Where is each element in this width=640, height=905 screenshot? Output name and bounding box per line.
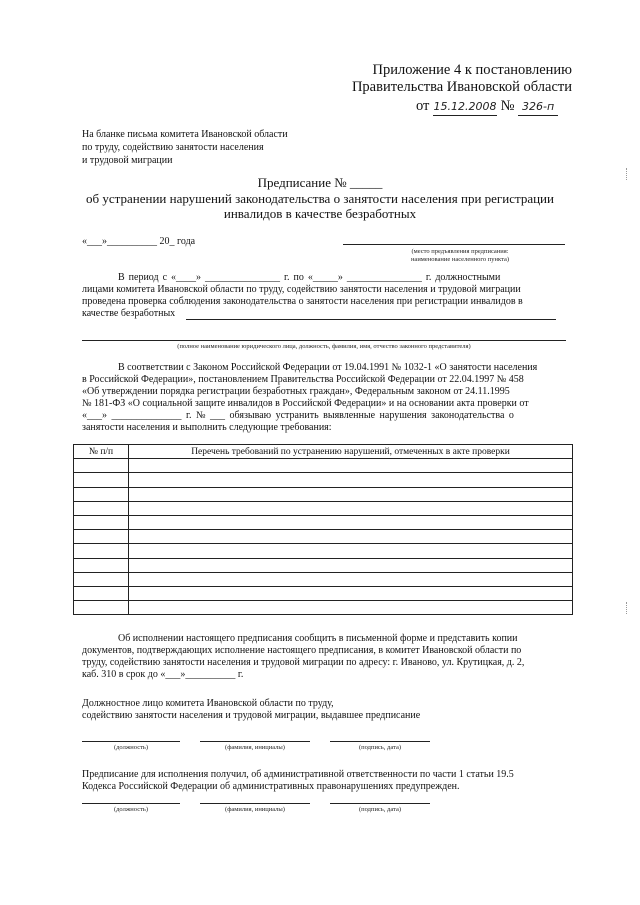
place-line: [343, 244, 565, 245]
official-line-1: Должностное лицо комитета Ивановской области по труду,: [82, 698, 334, 709]
official-caption-position: (должность): [113, 744, 149, 751]
title-line-2: об устранении нарушений законодательства о занятости населения при регистрации: [86, 191, 554, 206]
table-row: [74, 601, 573, 615]
execution-line-2: документов, подтверждающих исполнение настоящего предписания, в комитет Ивановской области по: [82, 645, 522, 656]
letterhead-line-3: и трудовой миграции: [82, 155, 173, 166]
received-caption-name: (фамилия, инициалы): [225, 806, 285, 813]
row-requirement-cell: [129, 572, 573, 586]
row-number-cell: [74, 530, 129, 544]
annex-date-row: [416, 98, 576, 116]
basis-line-2: в Российской Федерации», постановлением Правительства Российской Федерации от 22.04.1997 № 458: [82, 374, 524, 385]
row-number-cell: [74, 515, 129, 529]
received-signature-line: [330, 803, 430, 804]
annex-line-1: Приложение 4 к постановлению: [372, 62, 572, 78]
table-row: [74, 501, 573, 515]
basis-line-5: «___» ______________ г. № ___ обязываю устранить выявленные нарушения законодательства о: [82, 410, 514, 421]
period-line-4: качестве безработных: [82, 308, 176, 319]
annex-number-value: 326-п: [518, 99, 558, 116]
col-number-header: № п/п: [74, 445, 129, 459]
basis-line-1: В соответствии с Законом Российской Федерации от 19.04.1991 № 1032-1 «О занятости населения: [118, 362, 538, 373]
official-caption-signature: (подпись, дата): [358, 744, 402, 751]
period-caption: (полное наименование юридического лица, должность, фамилия, имя, отчество законного представителя): [177, 343, 471, 350]
execution-line-4: каб. 310 в срок до «___»__________ г.: [82, 669, 244, 680]
received-line-1: Предписание для исполнения получил, об административной ответственности по части 1 статьи 19.5: [82, 769, 514, 780]
row-number-cell: [74, 601, 129, 615]
row-number-cell: [74, 473, 129, 487]
received-line-2: Кодекса Российской Федерации об административных правонарушениях предупрежден.: [82, 781, 460, 792]
row-number-cell: [74, 501, 129, 515]
col-requirements-header: Перечень требований по устранению нарушений, отмеченных в акте проверки: [129, 445, 573, 459]
official-caption-name: (фамилия, инициалы): [225, 744, 285, 751]
table-row: [74, 558, 573, 572]
row-requirement-cell: [129, 515, 573, 529]
period-entity-line-2: [82, 340, 566, 341]
official-position-line: [82, 741, 180, 742]
table-row: [74, 544, 573, 558]
row-requirement-cell: [129, 601, 573, 615]
row-requirement-cell: [129, 473, 573, 487]
table-row: [74, 586, 573, 600]
letterhead-line-1: На бланке письма комитета Ивановской области: [82, 129, 288, 140]
row-number-cell: [74, 487, 129, 501]
table-header-row: [74, 445, 573, 459]
title-line-3: инвалидов в качестве безработных: [223, 206, 417, 221]
row-requirement-cell: [129, 558, 573, 572]
table-row: [74, 487, 573, 501]
row-requirement-cell: [129, 586, 573, 600]
scan-mark: [626, 168, 631, 180]
annex-line-2: Правительства Ивановской области: [351, 79, 572, 95]
annex-date-prefix: от: [416, 98, 430, 114]
table-row: [74, 459, 573, 473]
execution-line-3: труду, содействию занятости населения и трудовой миграции по адресу: г. Иваново, ул. Крутицкая, д. 2,: [82, 657, 525, 668]
row-number-cell: [74, 459, 129, 473]
received-position-line: [82, 803, 180, 804]
place-caption-2: наименование населенного пункта): [410, 256, 510, 263]
letterhead-line-2: по труду, содействию занятости населения: [82, 142, 264, 153]
table-row: [74, 530, 573, 544]
table-row: [74, 473, 573, 487]
execution-line-1: Об исполнении настоящего предписания сообщить в письменной форме и представить копии: [118, 633, 518, 644]
row-requirement-cell: [129, 530, 573, 544]
received-caption-signature: (подпись, дата): [358, 806, 402, 813]
row-number-cell: [74, 558, 129, 572]
row-number-cell: [74, 586, 129, 600]
received-caption-position: (должность): [113, 806, 149, 813]
row-requirement-cell: [129, 487, 573, 501]
annex-number-prefix: №: [500, 98, 515, 114]
table-row: [74, 515, 573, 529]
issue-date: «___»__________ 20_ года: [82, 236, 196, 247]
row-number-cell: [74, 544, 129, 558]
row-requirement-cell: [129, 459, 573, 473]
basis-line-4: № 181-ФЗ «О социальной защите инвалидов в Российской Федерации» и на основании акта проверки от: [82, 398, 529, 409]
requirements-table: [73, 444, 573, 615]
period-line-1: В период с «____» _______________ г. по «_____» _______________ г. должностными: [118, 272, 501, 283]
title-line-1: Предписание № _____: [257, 175, 383, 190]
official-name-line: [200, 741, 310, 742]
period-line-3: проведена проверка соблюдения законодательства о занятости населения при регистрации инвалидов в: [82, 296, 523, 307]
row-number-cell: [74, 572, 129, 586]
official-line-2: содействию занятости населения и трудовой миграции, выдавшее предписание: [82, 710, 421, 721]
row-requirement-cell: [129, 501, 573, 515]
period-line-2: лицами комитета Ивановской области по труду, содействию занятости населения и трудовой миграции: [82, 284, 521, 295]
place-caption-1: (место предъявления предписания:: [411, 248, 509, 255]
basis-line-6: занятости населения и выполнить следующие требования:: [82, 422, 332, 433]
table-row: [74, 572, 573, 586]
scan-mark: [626, 602, 631, 614]
official-signature-line: [330, 741, 430, 742]
basis-line-3: «Об утверждении порядка регистрации безработных граждан», Федеральным законом от 24.11.1995: [82, 386, 510, 397]
row-requirement-cell: [129, 544, 573, 558]
received-name-line: [200, 803, 310, 804]
period-entity-line: [186, 319, 556, 320]
annex-date-value: 15.12.2008: [433, 99, 497, 116]
